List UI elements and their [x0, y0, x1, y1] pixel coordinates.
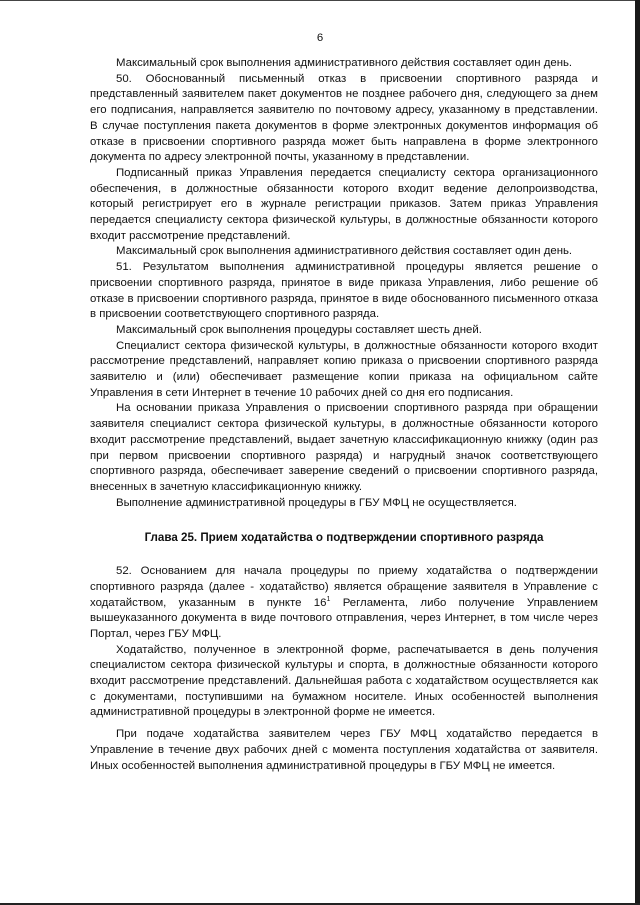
paragraph: Максимальный срок выполнения административного действия составляет один день. — [116, 57, 573, 69]
page-number: 6 — [316, 32, 324, 44]
paragraph: Ходатайство, полученное в электронной форме, распечатывается в день получения специалистом сектора физической культуры и спорта, в должностные обязанности которого входит рассмотрение представлений. Дальнейшая работа с ходатайством осуществляется как с документами, поступившими на бумажном носителе. Иных особенностей выполнения административной процедуры в электронной форме не имеется. — [90, 643, 598, 719]
paragraph-51: 51. Результатом выполнения административной процедуры является решение о присвоении спортивного разряда, принятое в виде приказа Управления, либо решение об отказе в присвоении спортивного разряда, принятое в виде обоснованного письменного отказа в присвоении соответствующего спортивного разряда. — [90, 261, 598, 321]
scan-top-edge — [0, 0, 640, 1]
paragraph: Максимальный срок выполнения административного действия составляет один день. — [116, 245, 573, 258]
document-body — [90, 56, 598, 774]
paragraph-52 — [90, 564, 598, 643]
paragraph-50: 50. Обоснованный письменный отказ в присвоении спортивного разряда и представленный заявителем пакет документов не позднее рабочего дня, следующего за днем его подписания, направляется заявителю по почтовому адресу, указанному в представлении. В случае поступления пакета документов в форме электронных документов информация об отказе в присвоении спортивного разряда может быть направлена в форме электронного документа по адресу электронной почты, указанному в представлении. — [90, 72, 598, 164]
paragraph: Выполнение административной процедуры в ГБУ МФЦ не осуществляется. — [116, 496, 517, 509]
paragraph: При подаче ходатайства заявителем через ГБУ МФЦ ходатайство передается в Управление в течение двух рабочих дней с момента поступления ходатайства от заявителя. Иных особенностей выполнения административной процедуры в ГБУ МФЦ не имеется. — [90, 728, 598, 772]
scan-right-edge — [635, 0, 640, 905]
chapter-heading: Глава 25. Прием ходатайства о подтверждении спортивного разряда — [144, 531, 544, 545]
p52-text-start: 52. Основанием для начала процедуры по приему ходатайства о подтверждении спортивного разряда (далее - ходатайство) является обращение заявителя в Управление с ходатайством, указанным в пункте 16 — [90, 565, 598, 609]
paragraph: Специалист сектора физической культуры, в должностные обязанности которого входит рассмотрение представлений, направляет копию приказа о присвоении спортивного разряда заявителю и (или) обеспечивает размещение копии приказа на официальном сайте Управления в сети Интернет в течение 10 рабочих дней со дня его подписания. — [90, 339, 598, 399]
p52-text-end: Регламента, либо получение Управлением вышеуказанного документа в виде почтового отправления, через Интернет, в том числе через Портал, через ГБУ МФЦ. — [90, 596, 598, 640]
paragraph: Максимальный срок выполнения процедуры составляет шесть дней. — [116, 323, 482, 336]
footnote-superscript: 1 — [326, 595, 331, 603]
paragraph: Подписанный приказ Управления передается специалисту сектора организационного обеспечения, в должностные обязанности которого входит ведение делопроизводства, который регистрирует его в журнале регистрации приказов. Затем приказ Управления передается специалисту сектора физической культуры, в должностные обязанности которого входит рассмотрение представлений. — [90, 166, 598, 242]
paragraph: На основании приказа Управления о присвоении спортивного разряда при обращении заявителя специалист сектора физической культуры, в должностные обязанности которого входит рассмотрение представлений, выдает зачетную классификационную книжку (один раз при первом присвоении спортивного разряда) и нагрудный значок соответствующего спортивного разряда, обеспечивает заверение сведений о присвоении спортивного разряда, внесенных в зачетную классификационную книжку. — [90, 402, 598, 493]
